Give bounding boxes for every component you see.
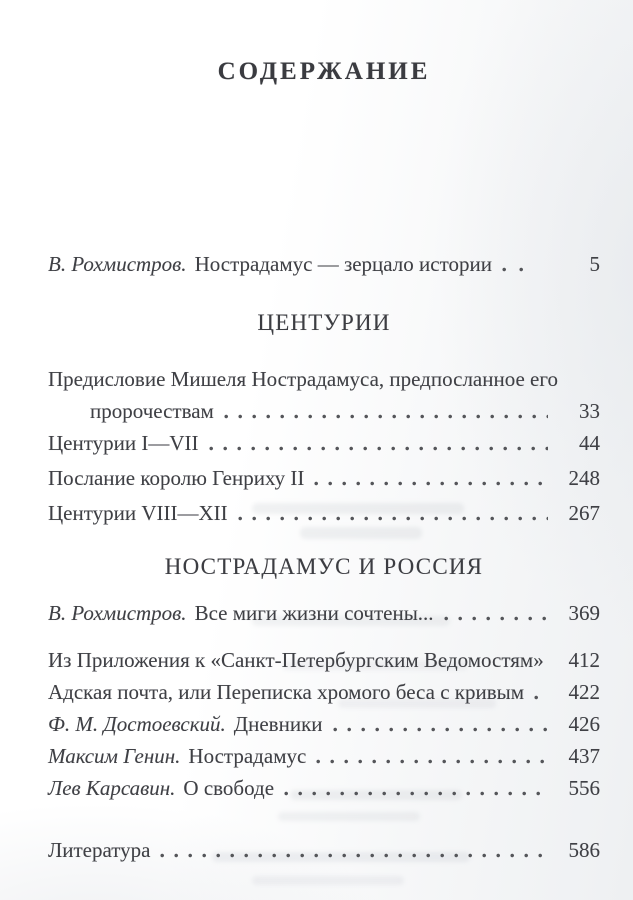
page-number: 44 bbox=[579, 431, 600, 455]
dot-leader bbox=[238, 515, 548, 522]
entry-title: О свободе bbox=[183, 776, 275, 800]
toc-entry-preface bbox=[48, 363, 600, 427]
entry-title: Нострадамус bbox=[188, 744, 307, 768]
toc-entry-adskaya-pochta bbox=[48, 676, 600, 708]
page-number: 422 bbox=[568, 680, 600, 704]
section-heading-nostradamus-russia: НОСТРАДАМУС И РОССИЯ bbox=[164, 554, 484, 579]
toc-entry-intro bbox=[48, 248, 600, 280]
entry-title: Послание королю Генриху II bbox=[48, 466, 305, 490]
bleed-through-artifact bbox=[252, 876, 404, 885]
entry-title-line1: Предисловие Мишеля Нострадамуса, предпосланное его bbox=[48, 367, 558, 391]
entry-title: Центурии VIII—XII bbox=[48, 501, 228, 525]
page-number: 33 bbox=[579, 399, 600, 423]
entry-title: Все миги жизни сочтены... bbox=[194, 601, 434, 625]
page-number: 369 bbox=[568, 601, 600, 625]
toc-entry-karsavin bbox=[48, 772, 600, 804]
page-number: 556 bbox=[568, 776, 600, 800]
page-number: 267 bbox=[568, 501, 600, 525]
dot-leader bbox=[333, 726, 548, 733]
toc-entry-dostoevsky bbox=[48, 708, 600, 740]
dot-leader bbox=[316, 758, 548, 765]
entry-title: Литература bbox=[48, 838, 151, 862]
entry-author: В. Рохмистров. bbox=[48, 252, 187, 276]
entry-author: В. Рохмистров. bbox=[48, 601, 187, 625]
toc-content bbox=[48, 54, 600, 866]
section-heading-centuries: ЦЕНТУРИИ bbox=[257, 310, 391, 335]
dot-leader bbox=[534, 694, 548, 701]
page-number: 248 bbox=[568, 466, 600, 490]
entry-title-line2: пророчествам bbox=[90, 399, 214, 423]
entry-title: Нострадамус — зерцало истории bbox=[194, 252, 492, 276]
toc-entry-vse-migi bbox=[48, 597, 600, 629]
page-number: 426 bbox=[568, 712, 600, 736]
entry-author: Ф. М. Достоевский. bbox=[48, 712, 226, 736]
dot-leader bbox=[502, 266, 530, 273]
dot-leader bbox=[209, 445, 549, 452]
page-number: 437 bbox=[568, 744, 600, 768]
dot-leader bbox=[224, 413, 548, 420]
toc-entry-genin bbox=[48, 740, 600, 772]
page-number: 412 bbox=[568, 648, 600, 672]
page-title: СОДЕРЖАНИЕ bbox=[217, 58, 431, 85]
entry-title-continuation bbox=[90, 395, 600, 427]
page-number: 5 bbox=[589, 252, 600, 276]
dot-leader bbox=[314, 480, 548, 487]
entry-author: Максим Генин. bbox=[48, 744, 181, 768]
entry-author: Лев Карсавин. bbox=[48, 776, 176, 800]
entry-title: Адская почта, или Переписка хромого беса с кривым bbox=[48, 680, 525, 704]
toc-entry-literatura bbox=[48, 834, 600, 866]
entry-title: Из Приложения к «Санкт-Петербургским Ведомостям» bbox=[48, 648, 544, 672]
dot-leader bbox=[444, 615, 548, 622]
dot-leader bbox=[160, 852, 548, 859]
page-number: 586 bbox=[568, 838, 600, 862]
dot-leader bbox=[284, 790, 548, 797]
toc-entry-epistle-henry bbox=[48, 462, 600, 494]
entry-title: Дневники bbox=[233, 712, 323, 736]
toc-entry-prilozhenie bbox=[48, 644, 600, 676]
entry-title: Центурии I—VII bbox=[48, 431, 199, 455]
toc-entry-centuries-8-12 bbox=[48, 497, 600, 529]
toc-entry-centuries-1-7 bbox=[48, 427, 600, 459]
